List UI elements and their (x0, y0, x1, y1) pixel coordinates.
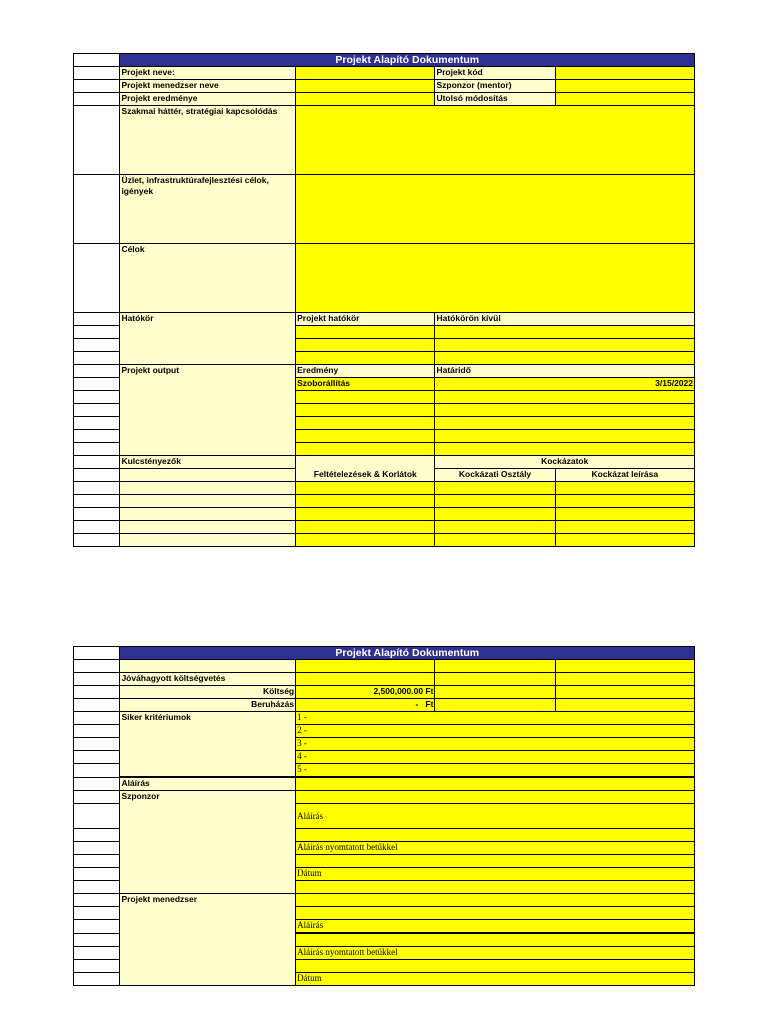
criterion-5[interactable]: 5 - (296, 764, 695, 778)
pm-blank[interactable] (296, 933, 695, 947)
sponsor-date-field[interactable]: Dátum (296, 868, 695, 881)
key-factor-cell[interactable] (120, 534, 296, 547)
charter-table-2 (73, 646, 695, 986)
risk-desc-cell[interactable] (555, 482, 694, 495)
row-header-cell (74, 647, 120, 660)
background-field[interactable] (296, 106, 695, 175)
scope-cell[interactable] (296, 339, 435, 352)
goals-label: Célok (120, 244, 296, 313)
row-header-cell (74, 521, 120, 534)
row-header-cell (74, 751, 120, 764)
approved-budget-label: Jóváhagyott költségvetés (120, 673, 296, 686)
row-header-cell (74, 686, 120, 699)
row-header-cell (74, 673, 120, 686)
charter-sheet-1 (73, 53, 695, 547)
risk-desc-cell[interactable] (555, 521, 694, 534)
row-header-cell (74, 712, 120, 725)
row-header-cell (74, 933, 120, 947)
pm-label: Projekt menedzser (120, 894, 296, 986)
project-result-label: Projekt eredménye (120, 93, 296, 106)
row-header-cell (74, 973, 120, 986)
pm-blank[interactable] (296, 894, 695, 907)
row-header-cell (74, 67, 120, 80)
row-header-cell (74, 907, 120, 920)
row-header-cell (74, 326, 120, 339)
row-header-cell (74, 391, 120, 404)
row-header-cell (74, 804, 120, 829)
pm-date-field[interactable]: Dátum (296, 973, 695, 986)
budget-cell[interactable] (555, 699, 694, 712)
output-label: Projekt output (120, 365, 296, 456)
sponsor-blank[interactable] (296, 855, 695, 868)
risk-class-cell[interactable] (435, 495, 555, 508)
row-header-cell (74, 947, 120, 960)
row-header-cell (74, 54, 120, 67)
assumptions-header-top (296, 456, 435, 469)
assumption-cell[interactable] (296, 508, 435, 521)
row-header-cell (74, 855, 120, 868)
budget-cell[interactable] (435, 686, 555, 699)
risk-class-cell[interactable] (435, 534, 555, 547)
assumption-cell[interactable] (296, 495, 435, 508)
row-header-cell (74, 508, 120, 521)
row-header-cell (74, 881, 120, 894)
criterion-4[interactable]: 4 - (296, 751, 695, 764)
row-header-cell (74, 738, 120, 751)
deadline-cell[interactable] (435, 430, 695, 443)
deadline-cell[interactable] (435, 417, 695, 430)
sponsor-sign-field[interactable]: Aláírás (296, 804, 695, 829)
result-cell[interactable] (296, 391, 435, 404)
row-header-cell (74, 842, 120, 855)
sponsor-field[interactable] (555, 80, 694, 93)
assumption-cell[interactable] (296, 534, 435, 547)
risk-desc-label: Kockázat leírása (555, 469, 694, 482)
row-header-cell (74, 764, 120, 778)
result-cell[interactable] (296, 430, 435, 443)
pm-sign-print-field[interactable]: Aláírás nyomtatott betűkkel (296, 947, 695, 960)
deadline-cell[interactable] (435, 391, 695, 404)
deadline-cell[interactable] (435, 404, 695, 417)
project-name-field[interactable] (296, 67, 435, 80)
deadline-label: Határidő (435, 365, 695, 378)
row-header-cell (74, 417, 120, 430)
result-cell[interactable] (296, 443, 435, 456)
key-factor-cell[interactable] (120, 521, 296, 534)
row-header-cell (74, 339, 120, 352)
budget-cell[interactable] (555, 660, 694, 673)
budget-cell[interactable] (296, 660, 435, 673)
budget-cell[interactable] (555, 686, 694, 699)
risk-desc-cell[interactable] (555, 495, 694, 508)
row-header-cell (74, 660, 120, 673)
row-header-cell (74, 365, 120, 378)
charter-sheet-2 (73, 646, 695, 986)
row-header-cell (74, 534, 120, 547)
row-header-cell (74, 829, 120, 842)
row-header-cell (74, 920, 120, 934)
key-factor-cell[interactable] (120, 469, 296, 482)
criterion-2[interactable]: 2 - (296, 725, 695, 738)
scope-cell[interactable] (296, 352, 435, 365)
row-header-cell (74, 482, 120, 495)
deadline-cell[interactable] (435, 443, 695, 456)
budget-cell[interactable] (435, 673, 555, 686)
out-of-scope-cell[interactable] (435, 352, 695, 365)
sheet-title: Projekt Alapító Dokumentum (120, 54, 695, 67)
project-scope-label: Projekt hatókör (296, 313, 435, 326)
result-item[interactable]: Szoborállítás (296, 378, 435, 391)
row-header-cell (74, 699, 120, 712)
investment-value[interactable]: - Ft (296, 699, 435, 712)
risk-desc-cell[interactable] (555, 534, 694, 547)
row-header-cell (74, 313, 120, 326)
project-name-label: Projekt neve: (120, 67, 296, 80)
result-cell[interactable] (296, 417, 435, 430)
risks-label: Kockázatok (435, 456, 695, 469)
key-factor-cell[interactable] (120, 482, 296, 495)
budget-cell[interactable] (435, 660, 555, 673)
project-manager-label: Projekt menedzser neve (120, 80, 296, 93)
budget-cell[interactable] (555, 673, 694, 686)
signature-cell[interactable] (296, 777, 695, 791)
business-goals-field[interactable] (296, 175, 695, 244)
result-label: Eredmény (296, 365, 435, 378)
pm-sign-field[interactable]: Aláírás (296, 920, 695, 934)
criterion-1[interactable]: 1 - (296, 712, 695, 725)
row-header-cell (74, 791, 120, 804)
row-header-cell (74, 868, 120, 881)
empty-label-cell (120, 660, 296, 673)
row-header-cell (74, 777, 120, 791)
cost-label: Költség (120, 686, 296, 699)
sponsor-blank[interactable] (296, 791, 695, 804)
risk-class-cell[interactable] (435, 521, 555, 534)
row-header-cell (74, 495, 120, 508)
signature-label: Aláírás (120, 777, 296, 791)
row-header-cell (74, 404, 120, 417)
row-header-cell (74, 725, 120, 738)
row-header-cell (74, 80, 120, 93)
row-header-cell (74, 352, 120, 365)
risk-desc-cell[interactable] (555, 508, 694, 521)
business-goals-label: Üzlet, infrastruktúrafejlesztési célok, igények (120, 175, 296, 244)
risk-class-cell[interactable] (435, 482, 555, 495)
project-result-field[interactable] (296, 93, 435, 106)
risk-class-label: Kockázati Osztály (435, 469, 555, 482)
project-code-label: Projekt kód (435, 67, 555, 80)
last-modified-field[interactable] (555, 93, 694, 106)
row-header-cell (74, 443, 120, 456)
assumption-cell[interactable] (296, 521, 435, 534)
sheet-title: Projekt Alapító Dokumentum (120, 647, 695, 660)
project-manager-field[interactable] (296, 80, 435, 93)
key-factors-label: Kulcstényezők (120, 456, 296, 469)
out-of-scope-cell[interactable] (435, 339, 695, 352)
scope-cell[interactable] (296, 326, 435, 339)
row-header-cell (74, 894, 120, 907)
success-criteria-label: Siker kritériumok (120, 712, 296, 778)
pm-blank[interactable] (296, 960, 695, 973)
assumptions-label: Feltételezések & Korlátok (296, 469, 435, 482)
row-header-cell (74, 244, 120, 313)
sponsor-label: Szponzor (120, 791, 296, 894)
cost-value[interactable]: 2,500,000.00 Ft (296, 686, 435, 699)
row-header-cell (74, 960, 120, 973)
out-of-scope-label: Hatókörön kívül (435, 313, 695, 326)
sponsor-sign-print-field[interactable]: Aláírás nyomtatott betűkkel (296, 842, 695, 855)
row-header-cell (74, 430, 120, 443)
assumption-cell[interactable] (296, 482, 435, 495)
background-label: Szakmai háttér, stratégiai kapcsolódás (120, 106, 296, 175)
row-header-cell (74, 175, 120, 244)
risk-class-cell[interactable] (435, 508, 555, 521)
sponsor-blank[interactable] (296, 829, 695, 842)
scope-label: Hatókör (120, 313, 296, 365)
row-header-cell (74, 106, 120, 175)
project-code-field[interactable] (555, 67, 694, 80)
deadline-value[interactable]: 3/15/2022 (435, 378, 695, 391)
charter-table-1 (73, 53, 695, 547)
result-cell[interactable] (296, 404, 435, 417)
out-of-scope-cell[interactable] (435, 326, 695, 339)
last-modified-label: Utolsó módosítás (435, 93, 555, 106)
goals-field[interactable] (296, 244, 695, 313)
budget-cell[interactable] (435, 699, 555, 712)
pm-blank[interactable] (296, 907, 695, 920)
key-factor-cell[interactable] (120, 508, 296, 521)
row-header-cell (74, 469, 120, 482)
row-header-cell (74, 456, 120, 469)
row-header-cell (74, 378, 120, 391)
row-header-cell (74, 93, 120, 106)
criterion-3[interactable]: 3 - (296, 738, 695, 751)
sponsor-blank[interactable] (296, 881, 695, 894)
budget-cell[interactable] (296, 673, 435, 686)
investment-label: Beruházás (120, 699, 296, 712)
sponsor-label: Szponzor (mentor) (435, 80, 555, 93)
key-factor-cell[interactable] (120, 495, 296, 508)
